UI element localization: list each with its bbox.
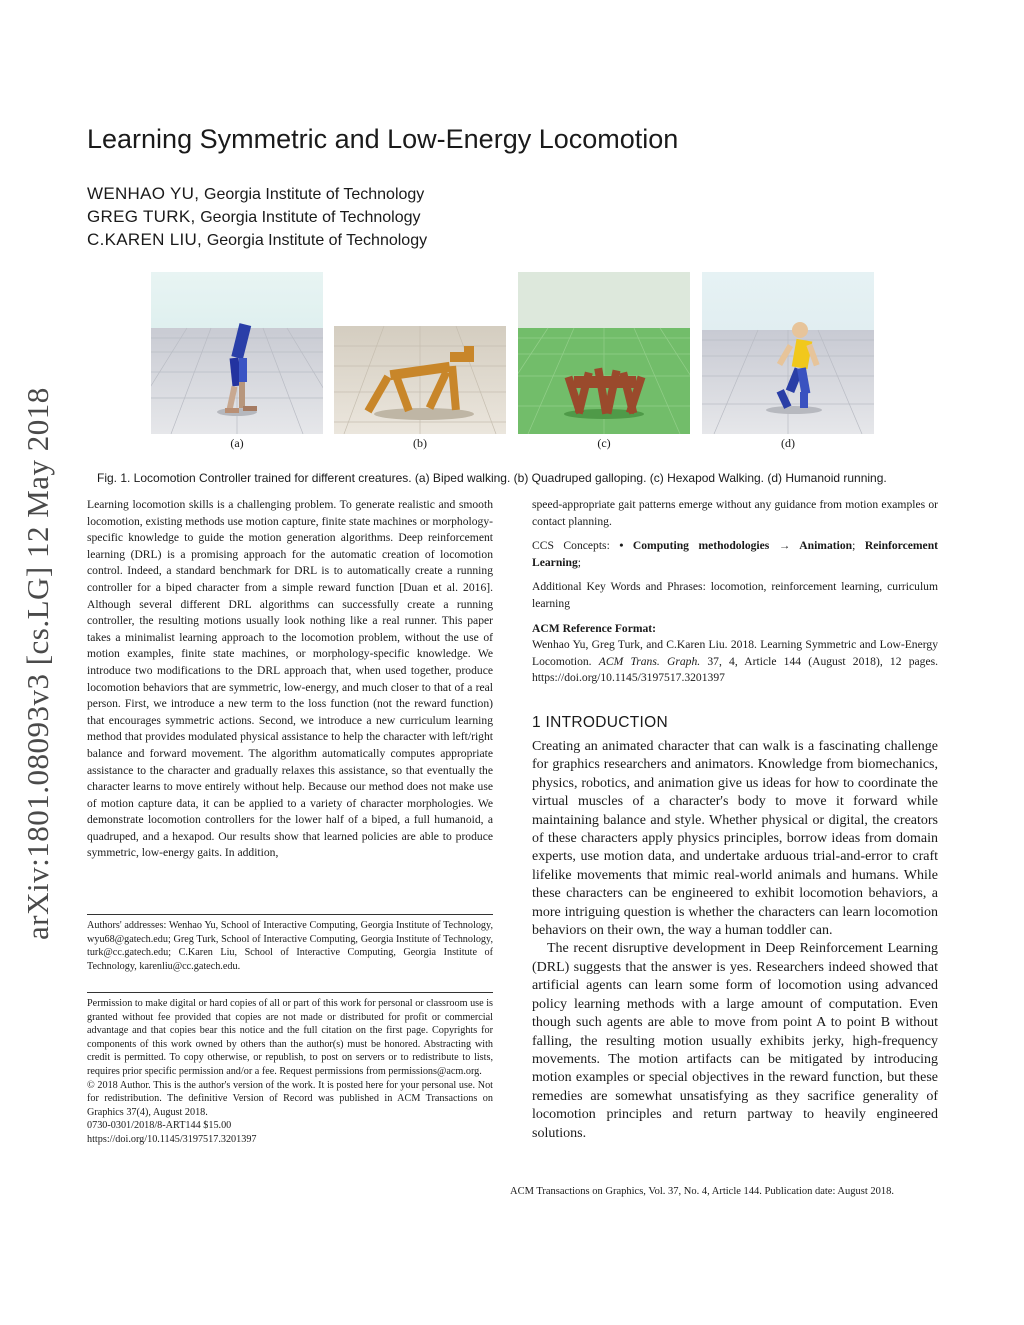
permission-text: Permission to make digital or hard copies of all or part of this work for personal or classroom use is granted without fee provided that copies are not made or distributed for profit or commercial advantage and that copies bear this notice and the full citation on the first page. Copyrights for components of this work owned by others than the author(s) must be honored. Abstracting with credit is permitted. To copy otherwise, or republish, to post on servers or to redistribute to lists, requires prior specific permission and/or a fee. Request permissions from permissions@acm.org. (87, 998, 493, 1077)
issn-text: 0730-0301/2018/8-ART144 $15.00 (87, 1120, 232, 1132)
keywords: Additional Key Words and Phrases: locomotion, reinforcement learning, curriculum learning (532, 580, 938, 610)
author-name: C.KAREN LIU, (87, 230, 203, 249)
author-affiliation: Georgia Institute of Technology (204, 186, 425, 203)
section-heading: 1 INTRODUCTION (532, 714, 668, 731)
ccs-label: CCS Concepts: (532, 539, 610, 553)
abstract-text: Learning locomotion skills is a challenging problem. To generate realistic and smooth locomotion, existing methods use motion capture, finite state machines or morphology-specific knowledge to guide the motion generation algorithms. Deep reinforcement learning (DRL) is a promising approach for the automatic creation of locomotion control. Indeed, a standard benchmark for DRL is to automatically create a running controller for a biped character from a simple reward function [Duan et al. 2016]. Although several different DRL algorithms can successfully create a running controller, the resulting motions usually look nothing like a real runner. This paper takes a minimalist learning approach to the locomotion problem, without the use of motion examples, finite state machines, or morphology-specific knowledge. We introduce two modifications to the DRL approach that, when used together, produce locomotion behaviors that are symmetric, low-energy, and much closer to that of a real person. First, we introduce a new term to the loss function (not the reward function) that encourages symmetric actions. Second, we introduce a new curriculum learning method that provides modulated physical assistance to help the character with left/right balance and forward movement. The algorithm automatically computes appropriate assistance to the character and gradually relaxes this assistance, so that eventually the character learns to move entirely without help. Because our method does not make use of motion capture data, it can be applied to a variety of character morphologies. We demonstrate locomotion controllers for the lower half of a biped, a full humanoid, a quadruped, and a hexapod. Our results show that learned policies are able to produce symmetric, low-energy gaits. In addition, (87, 498, 493, 860)
abstract (87, 497, 493, 862)
doi-text: https://doi.org/10.1145/3197517.3201397 (87, 1133, 257, 1145)
reference-format (532, 637, 938, 687)
divider (87, 992, 493, 993)
abstract-continuation: speed-appropriate gait patterns emerge without any guidance from motion examples or contact planning. (532, 498, 938, 528)
author-name: WENHAO YU, (87, 184, 200, 203)
figure-label: (b) (413, 436, 427, 450)
paragraph: Creating an animated character that can walk is a fascinating challenge for graphics researchers and animators. Knowledge from biomechanics, physics, robotics, and animation give us ideas for how to coordinate the virtual muscles of a character's body to move it forward while maintaining balance and style. Whether physical or digital, the creators of these characters apply physics principles, borrow ideas from domain experts, use motion data, and undertake arduous trial-and-error to craft lifelike movements that mimic real-world animals and humans. While these characters can be engineered to exhibit locomotion behaviors, a more intriguing question is whether the characters can learn locomotion behaviors on their own, the way a human toddler can. (532, 739, 938, 939)
paper-title: Learning Symmetric and Low-Energy Locomotion (87, 124, 679, 154)
reference-text: 37, 4, Article 144 (August 2018), 12 pages. https://doi.org/10.1145/3197517.3201397 (532, 654, 939, 685)
author-addresses: Authors' addresses: Wenhao Yu, School of Interactive Computing, Georgia Institute of Technology, wyu68@gatech.edu; Greg Turk, School of Interactive Computing, Georgia Institute of Technology, turk@cc.gatech.edu; C.Karen Liu, School of Interactive Computing, Georgia Institute of Technology, karenliu@cc.gatech.edu. (87, 920, 493, 972)
right-column-front-matter (532, 497, 938, 687)
figure-panel-quadruped (334, 326, 506, 434)
author-line (87, 207, 421, 227)
reference-heading: ACM Reference Format: (532, 621, 657, 635)
copyright-text: © 2018 Author. This is the author's version of the work. It is posted here for your personal use. Not for redistribution. The definitive Version of Record was published in ACM Transactions on Graphics 37(4), August 2018. (87, 1079, 493, 1118)
figure-label: (a) (230, 436, 244, 450)
divider (87, 914, 493, 915)
reference-journal: ACM Trans. Graph. (598, 654, 701, 668)
author-affiliation: Georgia Institute of Technology (206, 232, 428, 249)
figure-label: (d) (781, 436, 795, 450)
figure-panel-humanoid (702, 272, 874, 434)
figure-caption: Fig. 1. Locomotion Controller trained for different creatures. (a) Biped walking. (b) Quadruped galloping. (c) Hexapod Walking. (d) Humanoid running. (97, 471, 887, 485)
ccs-item: Computing methodologies → Animation (632, 539, 853, 553)
figure-label: (c) (597, 436, 611, 450)
figure-panel-hexapod (518, 272, 690, 434)
figure-panel-biped (151, 272, 323, 434)
author-line (87, 230, 427, 250)
ccs-separator: ; (852, 539, 856, 553)
ccs-item: Reinforcement Learning (532, 539, 939, 569)
introduction-body (532, 738, 938, 1143)
ccs-bullet: • (619, 539, 624, 553)
paragraph: The recent disruptive development in Deep Reinforcement Learning (DRL) suggests that the answer is yes. Researchers indeed showed that artificial agents can learn some form of locomotion using advanced policy learning methods with a large amount of computation. Even though such agents are able to move from point A to point B without falling, the resulting motion usually exhibits jerky, high-frequency movements. The motion artifacts can be mitigated by introducing motion examples or special objectives in the reward function, but these remedies are somewhat unsatisfying as they sacrifice generality of locomotion principles and return partway to heavily engineered solutions. (532, 941, 938, 1141)
author-line (87, 184, 424, 204)
arxiv-stamp: arXiv:1801.08093v3 [cs.LG] 12 May 2018 (20, 387, 55, 940)
permission-notice (87, 997, 493, 1147)
reference-text: Wenhao Yu, Greg Turk, and C.Karen Liu. 2018. Learning Symmetric and Low-Energy Locomotion. (532, 638, 938, 668)
author-affiliation: Georgia Institute of Technology (200, 209, 421, 226)
ccs-concepts (532, 538, 938, 571)
author-name: GREG TURK, (87, 207, 196, 226)
page-footer: ACM Transactions on Graphics, Vol. 37, No. 4, Article 144. Publication date: August 2018. (510, 1186, 895, 1197)
ccs-end: ; (577, 555, 581, 569)
